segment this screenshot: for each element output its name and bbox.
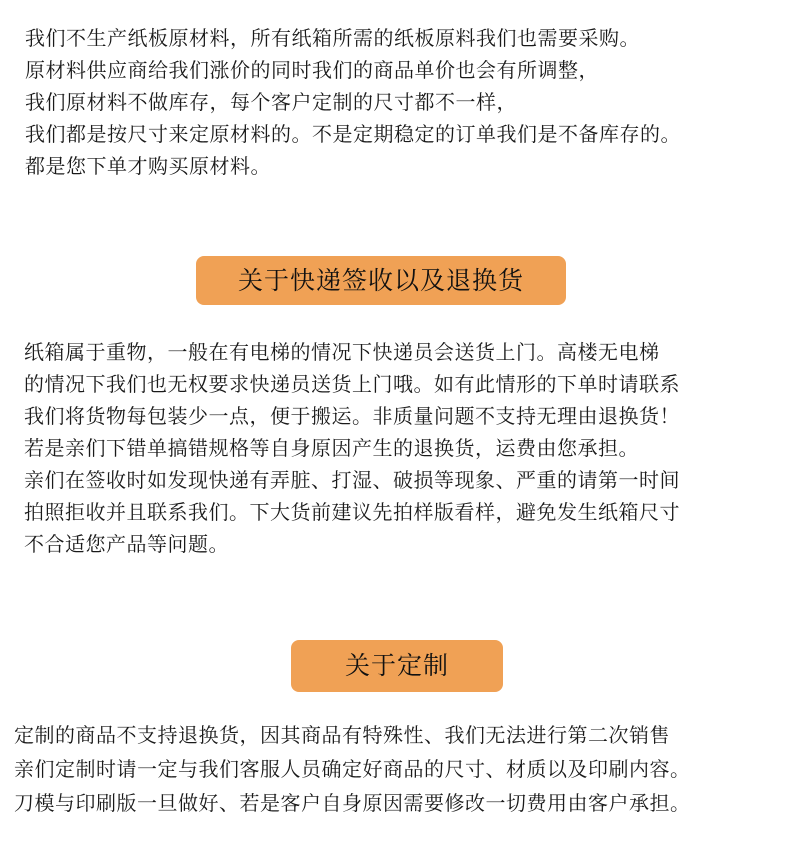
intro-line: 我们不生产纸板原材料，所有纸箱所需的纸板原料我们也需要采购。 xyxy=(25,26,640,50)
shipping-line: 拍照拒收并且联系我们。下大货前建议先拍样版看样，避免发生纸箱尺寸 xyxy=(24,500,680,524)
shipping-line: 我们将货物每包装少一点，便于搬运。非质量问题不支持无理由退换货！ xyxy=(24,404,680,428)
custom-line: 定制的商品不支持退换货，因其商品有特殊性、我们无法进行第二次销售 xyxy=(14,723,670,747)
shipping-line: 纸箱属于重物，一般在有电梯的情况下快递员会送货上门。高楼无电梯 xyxy=(24,340,660,364)
intro-line: 我们都是按尺寸来定原材料的。不是定期稳定的订单我们是不备库存的。 xyxy=(25,122,681,146)
custom-line: 刀模与印刷版一旦做好、若是客户自身原因需要修改一切费用由客户承担。 xyxy=(14,791,691,815)
shipping-line: 不合适您产品等问题。 xyxy=(24,532,229,556)
custom-paragraph xyxy=(0,718,790,820)
intro-paragraph xyxy=(0,22,790,182)
intro-line: 我们原材料不做库存，每个客户定制的尺寸都不一样， xyxy=(25,90,517,114)
custom-line: 亲们定制时请一定与我们客服人员确定好商品的尺寸、材质以及印刷内容。 xyxy=(14,757,691,781)
shipping-line: 亲们在签收时如发现快递有弄脏、打湿、破损等现象、严重的请第一时间 xyxy=(24,468,680,492)
shipping-line: 的情况下我们也无权要求快递员送货上门哦。如有此情形的下单时请联系 xyxy=(24,372,680,396)
intro-line: 都是您下单才购买原材料。 xyxy=(25,154,271,178)
intro-line: 原材料供应商给我们涨价的同时我们的商品单价也会有所调整， xyxy=(25,58,599,82)
shipping-paragraph xyxy=(0,336,790,560)
custom-section-heading: 关于定制 xyxy=(291,640,503,692)
shipping-line: 若是亲们下错单搞错规格等自身原因产生的退换货，运费由您承担。 xyxy=(24,436,639,460)
shipping-section-heading: 关于快递签收以及退换货 xyxy=(196,256,566,305)
